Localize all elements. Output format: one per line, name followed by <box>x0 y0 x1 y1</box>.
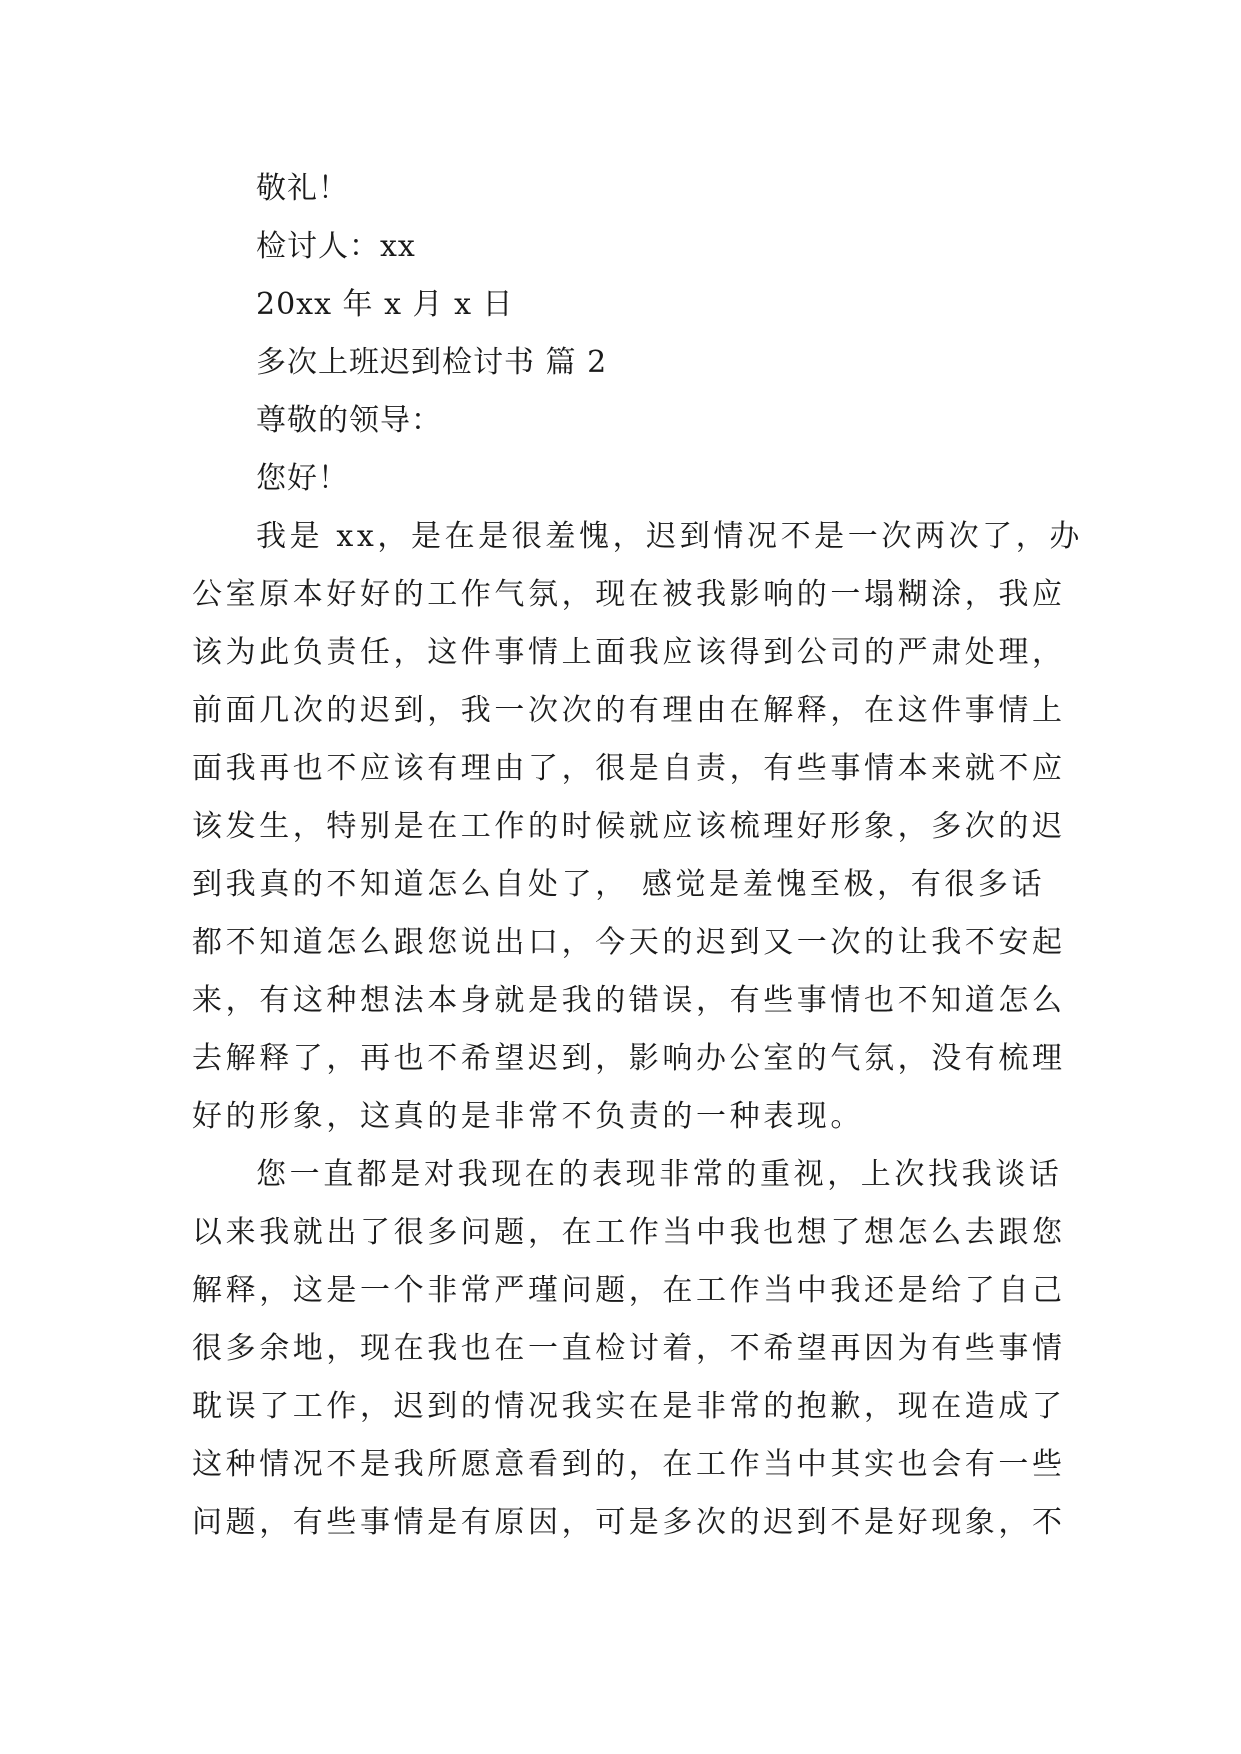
signer-line: 检讨人：xx <box>256 229 416 264</box>
paragraph-line: 耽误了工作，迟到的情况我实在是非常的抱歉，现在造成了 <box>192 1389 1066 1424</box>
paragraph-line: 面我再也不应该有理由了，很是自责，有些事情本来就不应 <box>192 751 1066 786</box>
document-body <box>192 160 1083 1552</box>
paragraph-1 <box>192 508 1083 1146</box>
paragraph-line: 我是 xx，是在是很羞愧，迟到情况不是一次两次了，办 <box>256 519 1083 554</box>
date-line: 20xx 年 x 月 x 日 <box>256 287 514 322</box>
section-title: 多次上班迟到检讨书 篇 2 <box>256 345 608 380</box>
paragraph-line: 到我真的不知道怎么自处了， 感觉是羞愧至极，有很多话 <box>192 867 1046 902</box>
paragraph-line: 该为此负责任，这件事情上面我应该得到公司的严肃处理， <box>192 635 1066 670</box>
paragraph-line: 该发生，特别是在工作的时候就应该梳理好形象，多次的迟 <box>192 809 1066 844</box>
paragraph-line: 问题，有些事情是有原因，可是多次的迟到不是好现象，不 <box>192 1505 1066 1540</box>
paragraph-line: 很多余地，现在我也在一直检讨着，不希望再因为有些事情 <box>192 1331 1066 1366</box>
paragraph-line: 好的形象，这真的是非常不负责的一种表现。 <box>192 1099 864 1134</box>
paragraph-line: 公室原本好好的工作气氛，现在被我影响的一塌糊涂，我应 <box>192 577 1066 612</box>
closing-salutation: 敬礼！ <box>256 171 349 206</box>
paragraph-line: 这种情况不是我所愿意看到的，在工作当中其实也会有一些 <box>192 1447 1066 1482</box>
paragraph-2 <box>192 1146 1066 1552</box>
paragraph-line: 去解释了，再也不希望迟到，影响办公室的气氛，没有梳理 <box>192 1041 1066 1076</box>
greeting-recipient: 尊敬的领导： <box>256 403 442 438</box>
paragraph-line: 来，有这种想法本身就是我的错误，有些事情也不知道怎么 <box>192 983 1066 1018</box>
paragraph-line: 前面几次的迟到，我一次次的有理由在解释，在这件事情上 <box>192 693 1066 728</box>
paragraph-line: 解释，这是一个非常严瑾问题，在工作当中我还是给了自己 <box>192 1273 1066 1308</box>
paragraph-line: 以来我就出了很多问题，在工作当中我也想了想怎么去跟您 <box>192 1215 1066 1250</box>
paragraph-line: 都不知道怎么跟您说出口，今天的迟到又一次的让我不安起 <box>192 925 1066 960</box>
paragraph-line: 您一直都是对我现在的表现非常的重视，上次找我谈话 <box>256 1157 1063 1192</box>
greeting: 您好！ <box>256 461 349 496</box>
